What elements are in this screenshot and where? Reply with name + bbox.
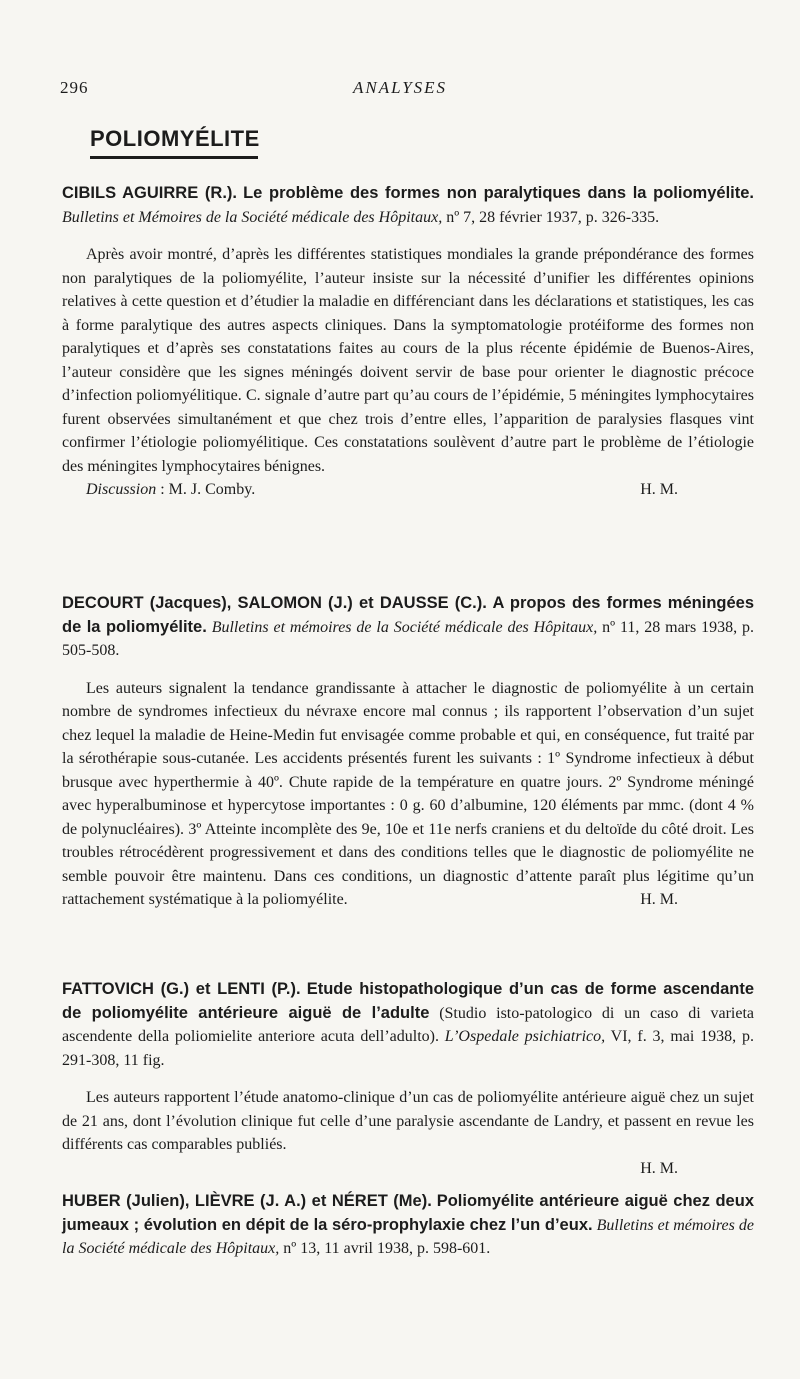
entry-discussion [62,478,754,502]
entry-authors: CIBILS AGUIRRE (R.). [62,184,237,202]
entry-fattovich [62,978,754,1180]
entry-reference [62,978,754,1072]
entry-reference [62,182,754,229]
entry-authors: DECOURT (Jacques), SALOMON (J.) et DAUSSE (C.). [62,594,487,612]
entry-reference [62,592,754,663]
page-number: 296 [60,78,89,97]
entry-signature: H. M. [640,891,678,908]
entry-journal: Bulletins et mémoires de la Société médicale des Hôpitaux, [211,618,598,636]
entry-subtitle: (Studio isto-patologico di un caso di varieta ascendente della poliomielite anteriore acuta dell’adulto). [62,1004,754,1045]
entry-summary [62,677,754,912]
entry-summary: Les auteurs rapportent l’étude anatomo-clinique d’un cas de poliomyélite antérieure aiguë chez un sujet de 21 ans, dont l’évolution clinique fut celle d’une paralysie ascendante de Landry, et passent en revue les différents cas comparables publiés. [62,1089,754,1153]
entry-citation: nº 11, 28 mars 1938, p. 505-508. [62,618,755,659]
entry-citation: nº 7, 28 février 1937, p. 326-335. [446,208,660,226]
entry-summary: Après avoir montré, d’après les différentes statistiques mondiales la grande prépondérance des formes non paralytiques de la poliomyélite, l’auteur insiste sur la nécessité d’unifier les différentes opinions relatives à cette question et d’étudier la maladie en différenciant dans les déclarations et statistiques, les cas à forme paralytique des autres aspects cliniques. Dans la symptomatologie protéiforme des formes non paralytiques et d’après ses constatations faites au cours de la plus récente épidémie de Buenos-Aires, l’auteur considère que les signes méningés doivent servir de base pour orienter le diagnostic précoce d’infection poliomyélitique. C. signale d’autre part qu’au cours de l’épidémie, 5 méningites lymphocytaires furent observées simultanément et que chez trois d’entre elles, l’apparition de paralysies flasques vint confirmer l’étiologie poliomyélitique. Ces constatations soulèvent d’autre part le problème de l’étiologie des méningites lymphocytaires bénignes. [62,246,754,475]
entry-authors: FATTOVICH (G.) et LENTI (P.). [62,980,301,998]
entry-authors: HUBER (Julien), LIÈVRE (J. A.) et NÉRET (Me). [62,1192,432,1210]
entry-citation: VI, f. 3, mai 1938, p. 291-308, 11 fig. [62,1028,755,1069]
discussion-label: Discussion [86,481,157,498]
entry-journal: L’Ospedale psichiatrico, [444,1028,606,1045]
entry-journal: Bulletins et Mémoires de la Société médicale des Hôpitaux, [62,208,443,226]
entry-title: Le problème des formes non paralytiques dans la poliomyélite. [243,184,754,202]
entry-summary-text: Les auteurs signalent la tendance grandissante à attacher le diagnostic de poliomyélite à un certain nombre de syndromes infectieux du névraxe encore mal connus ; ils rapportent l’observation d’un sujet chez lequel la maladie de Heine-Medin fut envisagée comme probable et qui, en conséquence, fut traité par la sérothérapie sous-cutanée. Les accidents présentés furent les suivants : 1º Syndrome infectieux à début brusque avec hyperthermie à 40º. Chute rapide de la température en quatre jours. 2º Syndrome méningé avec hyperalbuminose et hypercytose importantes : 0 g. 60 d’albumine, 120 éléments par mmc. (dont 4 % de polynucléaires). 3º Atteinte incomplète des 9e, 10e et 11e nerfs craniens et du deltoïde du côté droit. Les troubles rétrocédèrent progressivement et dans des conditions telles que le diagnostic de poliomyélite ne semble pouvoir être maintenu. Dans ces conditions, un diagnostic d’attente paraît plus légitime qu’un rattachement systématique à la poliomyélite. [62,679,754,908]
entry-title: Poliomyélite antérieure aiguë chez deux jumeaux ; évolution en dépit de la séro-prophylaxie chez l’un d’eux. [62,1192,754,1234]
entry-title: A propos des formes méningées de la poliomyélite. [62,594,755,636]
entry-huber [62,1190,754,1261]
entry-cibils-aguirre [62,182,754,502]
running-title: ANALYSES [352,78,448,97]
entry-reference [62,1190,754,1261]
entry-title: Etude histopathologique d’un cas de forme ascendante de poliomyélite antérieure aiguë de l’adulte [62,980,755,1022]
section-title: POLIOMYÉLITE [90,126,258,159]
entry-decourt [62,592,754,912]
entry-signature: H. M. [640,481,678,498]
entry-citation: nº 13, 11 avril 1938, p. 598-601. [283,1240,491,1257]
discussion-text: : M. J. Comby. [160,481,256,498]
entry-signature: H. M. [640,1159,678,1177]
entry-journal: Bulletins et mémoires de la Société médicale des Hôpitaux, [62,1216,754,1257]
